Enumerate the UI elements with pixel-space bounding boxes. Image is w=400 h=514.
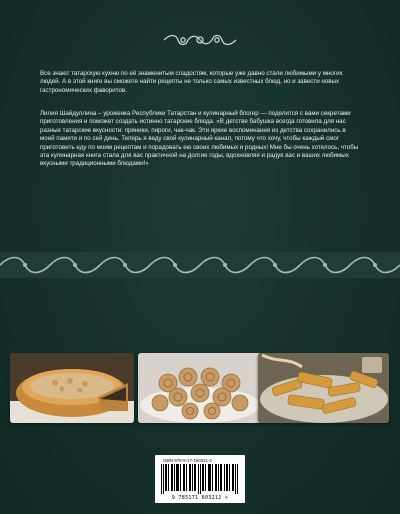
top-ornament-icon bbox=[162, 33, 238, 47]
barcode-icon bbox=[161, 464, 239, 494]
pie-photo bbox=[10, 353, 134, 423]
chak-chak-photo bbox=[258, 353, 389, 423]
rolls-photo bbox=[138, 353, 262, 423]
isbn-text: ISBN 978-5-17-160321-2 bbox=[163, 458, 212, 463]
ornament-band-icon bbox=[0, 252, 400, 278]
intro-paragraph-2: Лилия Шайдуллина – уроженка Республики Татарстан и кулинарный блогер — поделится с вами секретами приготовления и поможет создать истинно татарские блюда. «В детстве бабушка всегда готовила для нас разные татарские вкусности: пряники, пироги, чак-чак. Эти яркие воспоминания из детства сохранились в моей памяти и по сей день. Теперь я веду свой кулинарный канал, потому что хочу, чтобы каждый смог приготовить еду по моим рецептам и порадовать ею своих любимых и родных! Мне бы очень хотелось, чтобы эта кулинарная книга стала для вас практичной на долгие годы, вдохновляя и радуя вас и ваших любимых вкусными традиционными блюдами!» bbox=[40, 110, 359, 168]
barcode-label bbox=[155, 455, 245, 503]
barcode-digits: 9 785171 603212 > bbox=[171, 495, 229, 501]
intro-paragraph-1: Все знают татарскую кухню по её знаменитым сладостям, которые уже давно стали любимыми у многих людей. А в этой книге вы сможете найти рецепты не только самых известных блюд, но и завести новых гастрономических фаворитов. bbox=[40, 70, 343, 94]
